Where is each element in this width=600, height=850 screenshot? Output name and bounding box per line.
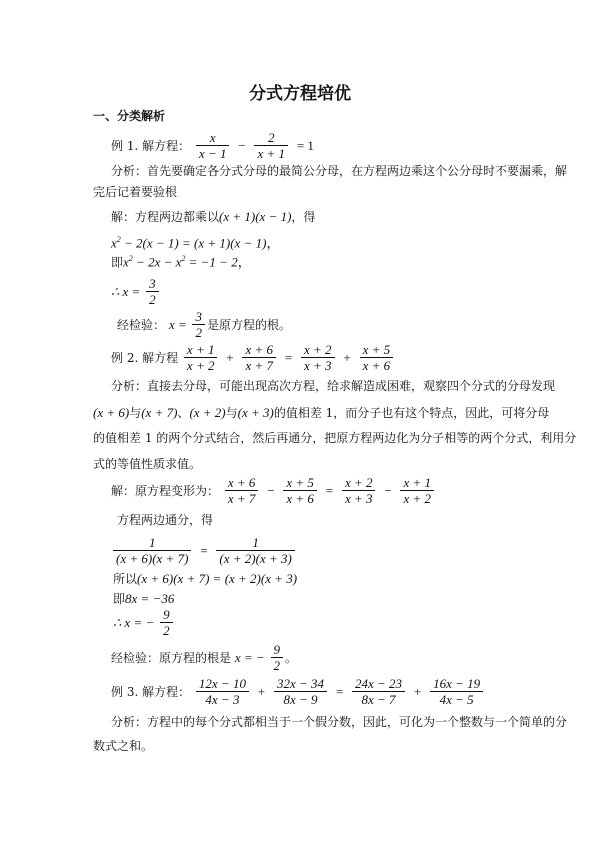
section-heading: 一、分类解析 [93, 109, 166, 123]
fraction: $\frac{24x - 23}{8x - 7}$ [352, 676, 405, 707]
fraction: $\frac{x + 2}{x + 3}$ [342, 475, 376, 506]
example-2-analysis-line-3: 的值相差 1 的两个分式结合，然后再通分，把原方程两边化为分子相等的两个分式，利用分 [93, 431, 577, 445]
fraction: $\frac{x + 2}{x + 3}$ [301, 342, 335, 373]
fraction: $\frac{3}{2}$ [146, 276, 159, 307]
fraction: $\frac{2}{x + 1}$ [254, 130, 288, 161]
example-1-analysis-cont: 完后记着要验根 [93, 185, 178, 199]
example-1-label: 例 1. 解方程： [111, 138, 191, 153]
example-2-tongfen: 方程两边通分，得 [117, 513, 214, 527]
fraction: $\frac{1}{(x + 2)(x + 3)}$ [216, 535, 294, 566]
example-3-label: 例 3. 解方程： [111, 684, 191, 699]
fraction: $\frac{9}{2}$ [160, 607, 173, 638]
fraction: $\frac{32x - 34}{8x - 9}$ [274, 676, 327, 707]
fraction: $\frac{x + 5}{x + 6}$ [360, 342, 394, 373]
example-2-check: 经检验：原方程的根是 x = − $\frac{9}{2}$ 。 [111, 642, 298, 673]
fraction: $\frac{x + 6}{x + 7}$ [225, 475, 259, 506]
example-2-transformed: 解：原方程变形为： $\frac{x + 6}{x + 7}$ − $\frac{x + 5}{x + 6}$ = $\frac{x + 2}{x + 3}$ − $\frac{x + 1}{x + 2}$ [111, 475, 436, 506]
fraction: $\frac{x + 1}{x + 2}$ [184, 342, 218, 373]
example-2-analysis-line-4: 式的等值性质求值。 [93, 457, 202, 471]
fraction: $\frac{9}{2}$ [271, 642, 284, 673]
example-2-step-1: 所以(x + 6)(x + 7) = (x + 2)(x + 3) [113, 571, 298, 586]
example-1-step-2: 即$x^2 - 2x - x^2 = -1 - 2$， [111, 254, 251, 270]
example-3-analysis-cont: 数式之和。 [93, 739, 154, 753]
page-title: 分式方程培优 [249, 84, 351, 104]
fraction: $\frac{x + 5}{x + 6}$ [283, 475, 317, 506]
fraction: $\frac{1}{(x + 6)(x + 7)}$ [113, 535, 191, 566]
example-2-equation: 例 2. 解方程 $\frac{x + 1}{x + 2}$ + $\frac{x + 6}{x + 7}$ = $\frac{x + 2}{x + 3}$ + $\frac{x + 5}{x + 6}$ [111, 342, 395, 373]
fraction: $\frac{x + 1}{x + 2}$ [400, 475, 434, 506]
example-2-common-denominator: $\frac{1}{(x + 6)(x + 7)}$ = $\frac{1}{(x + 2)(x + 3)}$ [111, 535, 297, 566]
example-2-step-2: 即8x = −36 [113, 591, 175, 606]
example-1-analysis: 分析：首先要确定各分式分母的最简公分母，在方程两边乘这个公分母时不要漏乘，解 [111, 164, 568, 178]
example-1-result: ∴ x = $\frac{3}{2}$ [111, 276, 161, 307]
example-1-check: 经检验： x = $\frac{3}{2}$ 是原方程的根。 [117, 309, 291, 340]
fraction: $\frac{16x - 19}{4x - 5}$ [430, 676, 483, 707]
fraction: $\frac{3}{2}$ [192, 309, 205, 340]
example-2-analysis-line-2: (x + 6)与(x + 7)、(x + 2)与(x + 3)的值相差 1，而分子也有这个特点，因此，可将分母 [93, 405, 550, 420]
example-3-equation: 例 3. 解方程： $\frac{12x - 10}{4x - 3}$ + $\frac{32x - 34}{8x - 9}$ = $\frac{24x - 23}{8x - 7}$ + $\frac{16x - 19}{4x - 5}$ [111, 676, 485, 707]
example-3-analysis: 分析：方程中的每个分式都相当于一个假分数，因此，可化为一个整数与一个简单的分 [111, 715, 568, 729]
example-1-step-1: $x^2 - 2(x - 1) = (x + 1)(x - 1)$， [111, 235, 280, 251]
fraction: $\frac{x}{x - 1}$ [196, 130, 230, 161]
operator: = 1 [296, 138, 314, 153]
example-2-label: 例 2. 解方程 [111, 350, 179, 365]
example-1-solution: 解：方程两边都乘以(x + 1)(x − 1)，得 [111, 209, 316, 224]
fraction: $\frac{x + 6}{x + 7}$ [242, 342, 276, 373]
example-2-result: ∴ x = − $\frac{9}{2}$ [113, 607, 175, 638]
example-2-analysis: 分析：直接去分母，可能出现高次方程，给求解造成困难，观察四个分式的分母发现 [111, 379, 556, 393]
operator: − [238, 138, 246, 153]
fraction: $\frac{12x - 10}{4x - 3}$ [196, 676, 249, 707]
example-1-equation [111, 130, 317, 161]
